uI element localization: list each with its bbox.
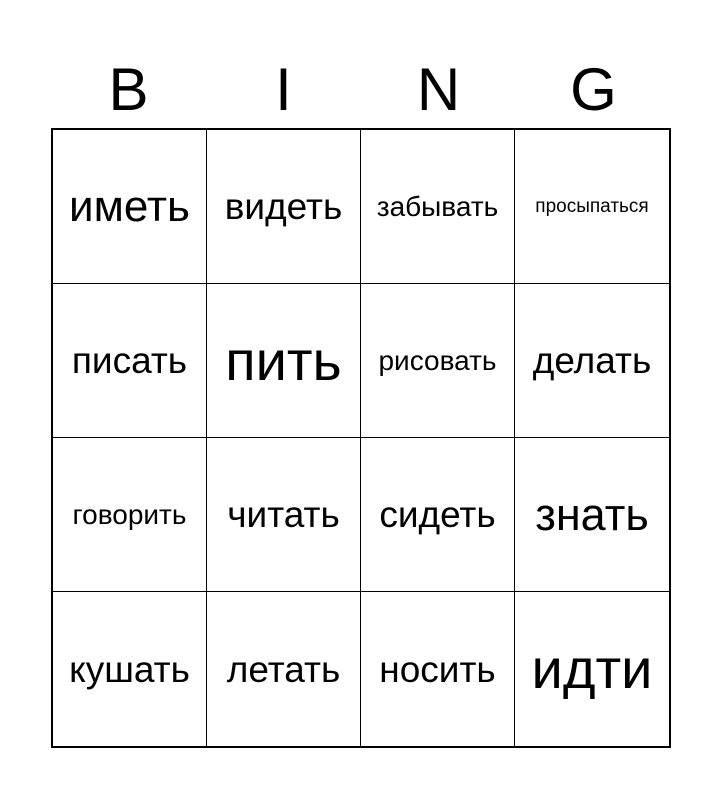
cell-word: читать xyxy=(227,494,340,535)
bingo-cell[interactable] xyxy=(53,130,207,284)
bingo-cell[interactable] xyxy=(515,438,669,592)
cell-word: знать xyxy=(535,489,649,540)
cell-word: просыпаться xyxy=(535,196,649,217)
cell-word: сидеть xyxy=(379,494,496,535)
header-letter-b: B xyxy=(108,56,149,123)
cell-word: летать xyxy=(226,648,341,690)
bingo-cell[interactable] xyxy=(361,130,515,284)
bingo-cell[interactable] xyxy=(361,284,515,438)
header-letter-i: I xyxy=(275,56,292,123)
cell-word: забывать xyxy=(376,190,499,222)
bingo-cell[interactable] xyxy=(207,438,361,592)
bingo-cell[interactable] xyxy=(515,284,669,438)
bingo-board xyxy=(51,128,671,748)
bingo-cell[interactable] xyxy=(361,438,515,592)
bingo-cell[interactable] xyxy=(207,284,361,438)
cell-word: говорить xyxy=(72,498,187,530)
bingo-cell[interactable] xyxy=(53,284,207,438)
cell-word: пить xyxy=(225,328,342,392)
cell-word: идти xyxy=(531,637,653,700)
bingo-header xyxy=(51,52,671,128)
bingo-cell[interactable] xyxy=(515,130,669,284)
bingo-cell[interactable] xyxy=(361,592,515,746)
header-letter-n: N xyxy=(416,56,461,123)
cell-word: носить xyxy=(379,648,496,690)
cell-word: видеть xyxy=(224,186,343,227)
cell-word: кушать xyxy=(69,648,190,690)
bingo-cell[interactable] xyxy=(207,130,361,284)
cell-word: рисовать xyxy=(378,344,497,376)
bingo-cell[interactable] xyxy=(207,592,361,746)
header-letter-g: G xyxy=(570,56,617,123)
cell-word: делать xyxy=(532,340,652,381)
cell-word: иметь xyxy=(69,181,190,231)
cell-word: писать xyxy=(71,340,188,381)
bingo-cell[interactable] xyxy=(53,592,207,746)
bingo-cell[interactable] xyxy=(53,438,207,592)
bingo-cell[interactable] xyxy=(515,592,669,746)
